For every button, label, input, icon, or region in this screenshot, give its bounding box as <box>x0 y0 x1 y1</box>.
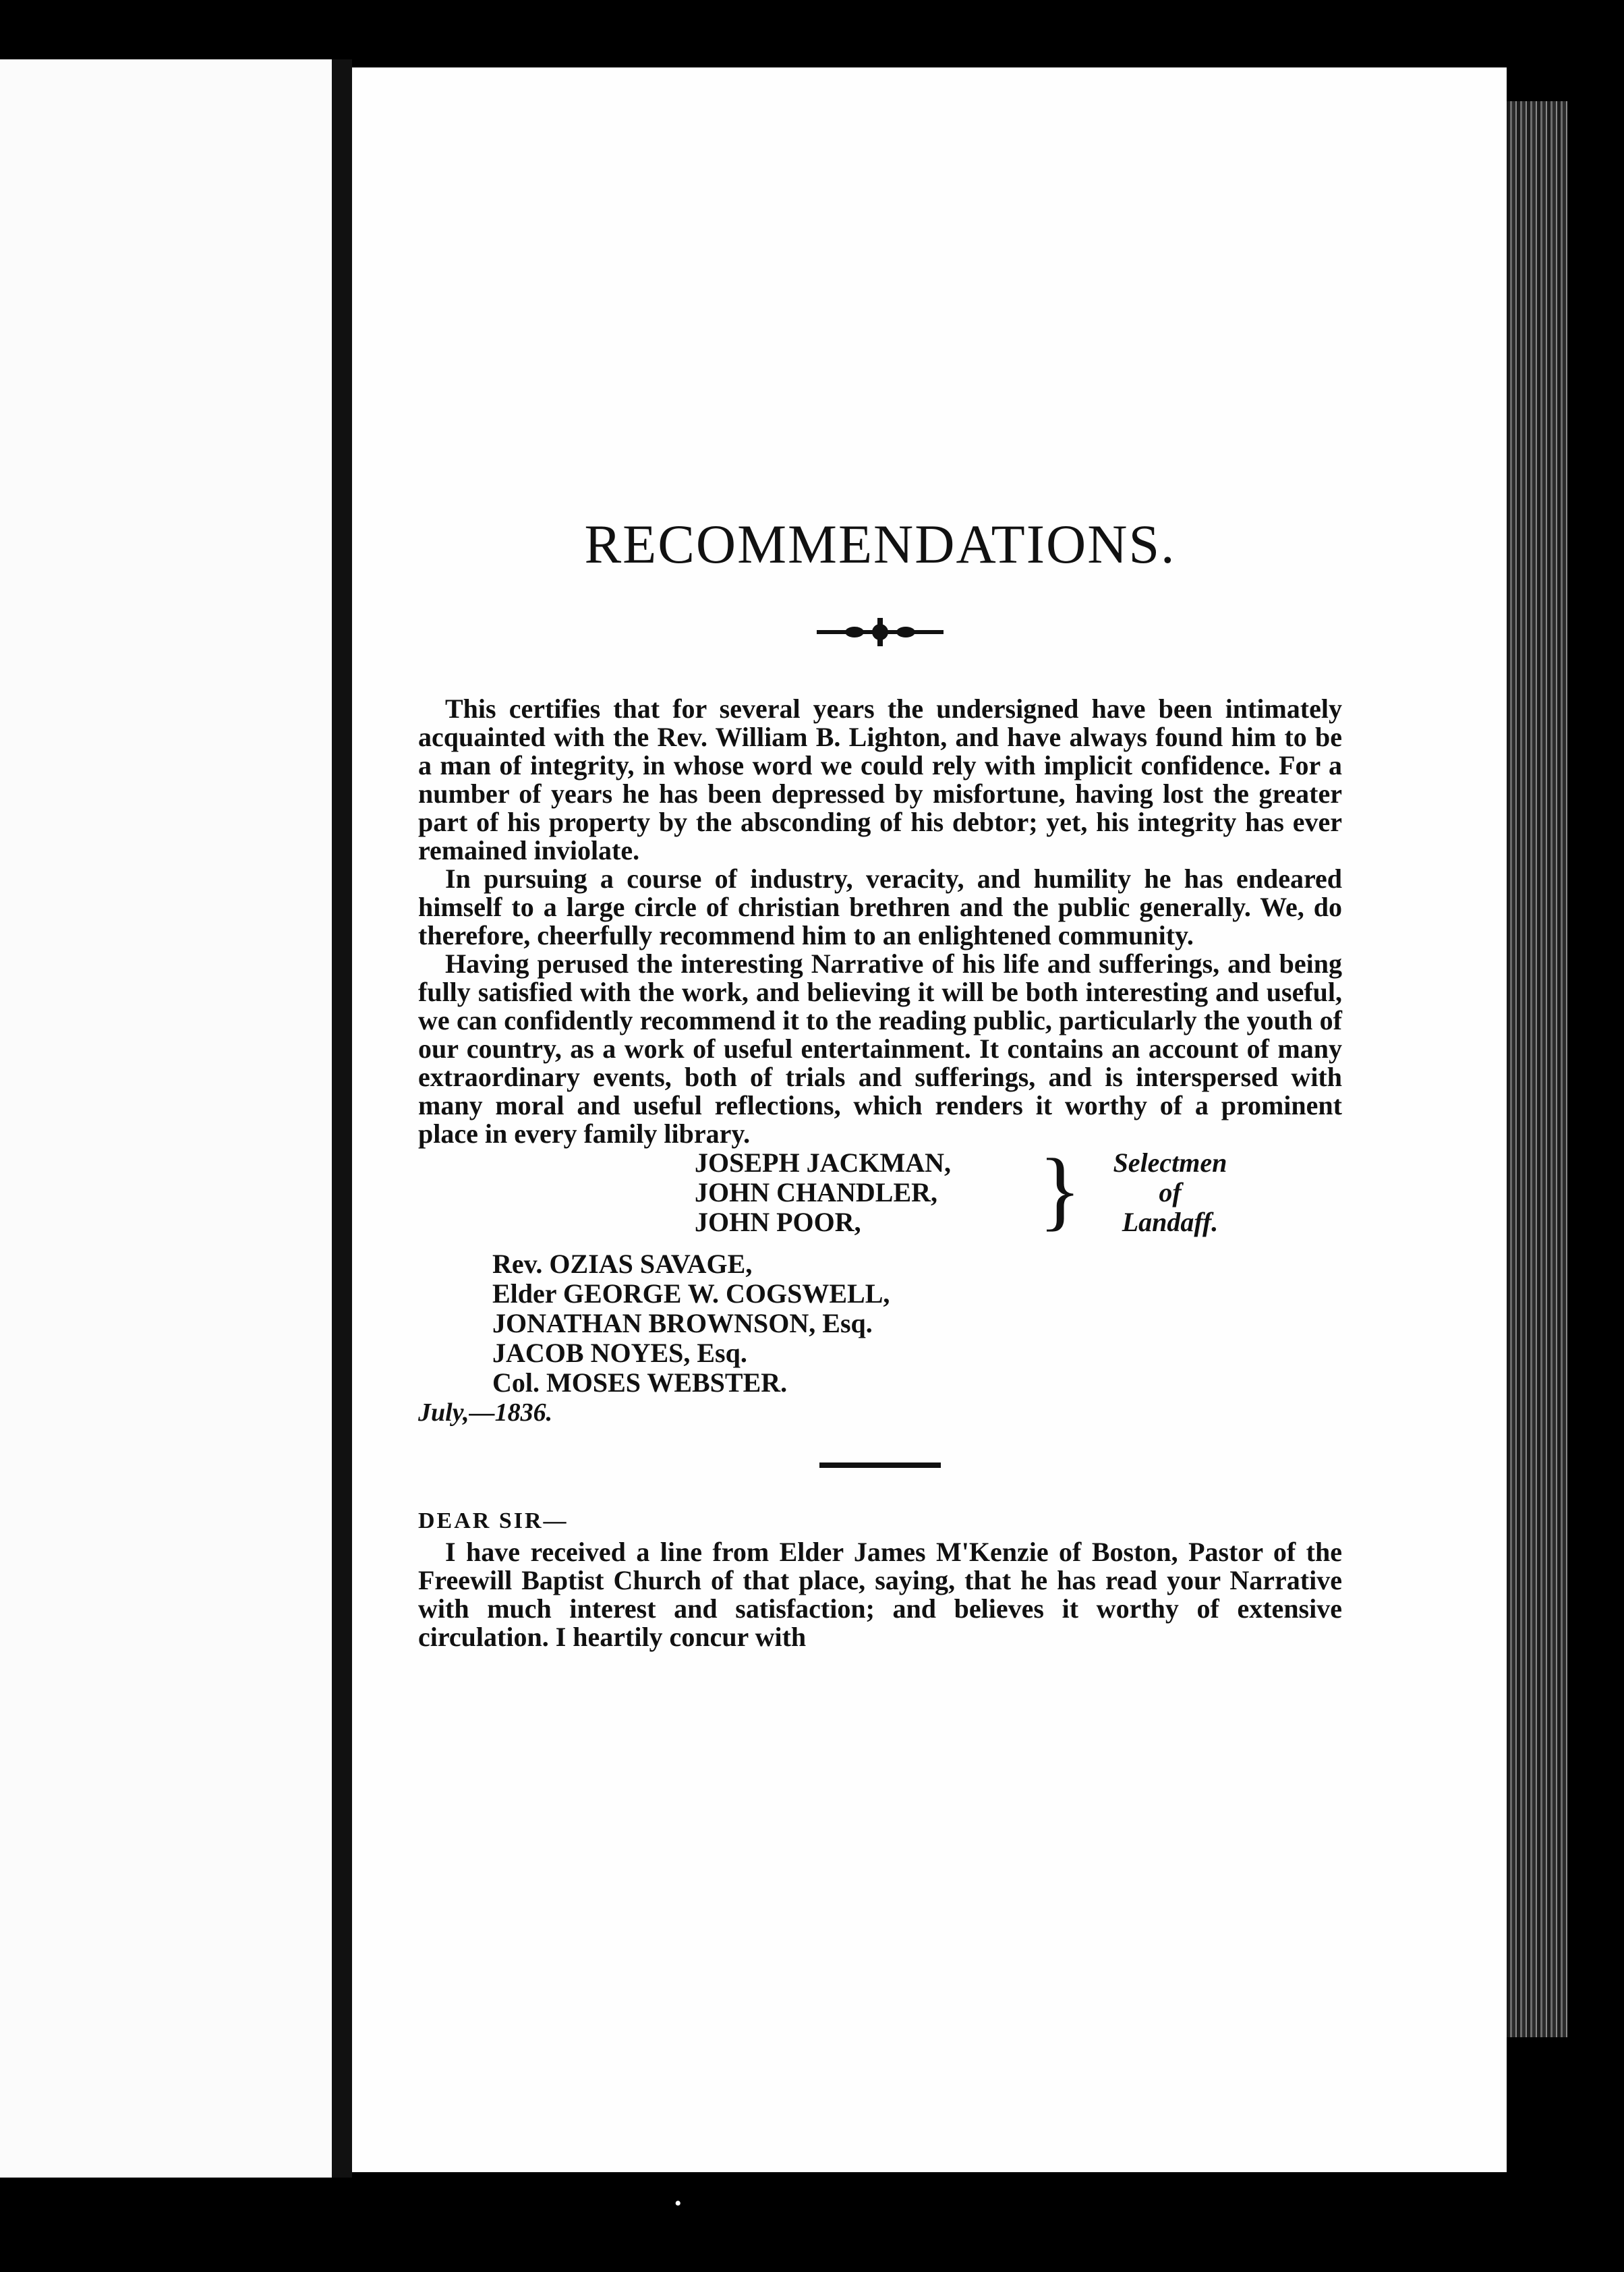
left-blank-page <box>0 59 336 2178</box>
page-speck: • <box>674 2192 682 2215</box>
letter-body: I have received a line from Elder James M'Kenzie of Boston, Pastor of the Freewill Baptist Church of that place, saying, that he has read your Narrative with much interest and satisfaction; and believes it worthy of extensive circulation. I heartily concur with <box>418 1537 1342 1652</box>
paragraph-certification: This certifies that for several years the undersigned have been intimately acquainted with the Rev. William B. Lighton, and have always found him to be a man of integrity, in whose word we could rely with implicit confidence. For a number of years he has been depressed by misfortune, having lost the greater part of his property by the absconding of his debtor; yet, his integrity has ever remained inviolate. <box>418 693 1342 865</box>
selectmen-title-line: Landaff. <box>1122 1207 1219 1237</box>
paragraph-narrative: Having perused the interesting Narrative of his life and sufferings, and being fully satisfied with the work, and believing it will be both interesting and useful, we can confidently recommend it to the reading public, particularly the youth of our country, as a work of useful entertainment. It contains an account of many extraordinary events, both of trials and sufferings, and is interspersed with many moral and useful reflections, which renders it worthy of a prominent place in every family library. <box>418 948 1342 1149</box>
signer-name: JOHN CHANDLER, <box>695 1177 938 1208</box>
selectmen-names <box>695 1148 951 1237</box>
other-signers <box>492 1249 1342 1398</box>
signer-name: JONATHAN BROWNSON, Esq. <box>492 1308 873 1338</box>
book-spine <box>332 59 352 2178</box>
ornamental-divider-icon <box>813 617 948 648</box>
paragraph-character: In pursuing a course of industry, veracity, and humility he has endeared himself to a large circle of christian brethren and the public generally. We, do therefore, cheerfully recommend him to an enlightened community. <box>418 863 1342 950</box>
selectmen-title-line: of <box>1159 1177 1182 1208</box>
signer-name: JOSEPH JACKMAN, <box>695 1147 951 1178</box>
signer-name: Elder GEORGE W. COGSWELL, <box>492 1278 890 1309</box>
selectmen-title <box>1099 1148 1241 1237</box>
section-rule <box>819 1462 941 1468</box>
signer-name: Rev. OZIAS SAVAGE, <box>492 1249 753 1279</box>
signer-name: JOHN POOR, <box>695 1207 861 1237</box>
signer-name: JACOB NOYES, Esq. <box>492 1338 747 1368</box>
date-line: July,—1836. <box>418 1398 553 1427</box>
signer-name: Col. MOSES WEBSTER. <box>492 1367 788 1398</box>
page-content <box>418 513 1342 1651</box>
letter-salutation: DEAR SIR— <box>418 1508 569 1533</box>
page-edges <box>1507 101 1567 2037</box>
selectmen-title-line: Selectmen <box>1113 1147 1227 1178</box>
curly-brace-icon: } <box>1039 1140 1082 1239</box>
page-title: RECOMMENDATIONS. <box>584 513 1176 575</box>
